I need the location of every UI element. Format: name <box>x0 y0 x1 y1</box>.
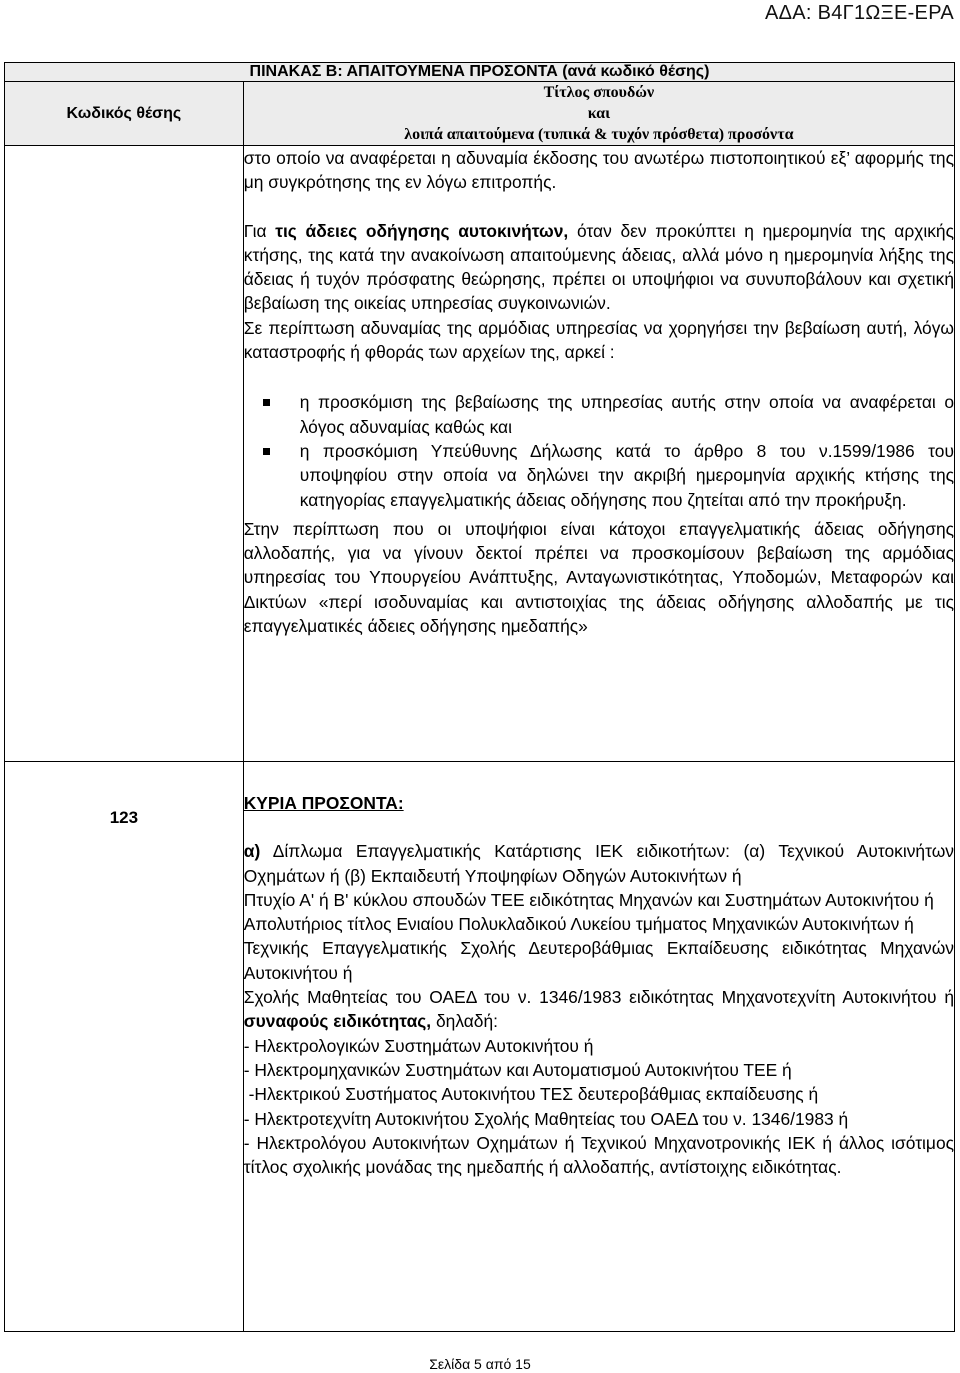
qualification-oaed <box>244 985 954 1034</box>
qualification-a <box>244 839 954 888</box>
qualification-tes: Τεχνικής Επαγγελματικής Σχολής Δευτεροβάθμιας Εκπαίδευσης ειδικότητας Μηχανών Αυτοκινήτου ή <box>243 938 954 983</box>
qualification-tee: Πτυχίο Α' ή Β' κύκλου σπουδών ΤΕΕ ειδικότητας Μηχανών και Συστημάτων Αυτοκινήτου ή <box>243 889 934 910</box>
paragraph-foreign-license: Στην περίπτωση που οι υποψήφιοι είναι κάτοχοι επαγγελματικής άδειας οδήγησης αλλοδαπής, για να γίνουν δεκτοί πρέπει να προσκομίσουν βεβαίωση της αρμόδιας υπηρεσίας του Υπουργείου Ανάπτυξης, Ανταγωνιστικότητας, Υποδομών, Μεταφορών και Δικτύων «περί ισοδυναμίας και αντιστοιχίας της άδειας οδήγησης αλλοδαπής με τις επαγγελματικές άδειες οδήγησης ημεδαπής» <box>243 518 954 637</box>
list-item-text: η προσκόμιση Υπεύθυνης Δήλωσης κατά το άρθρο 8 του ν.1599/1986 του υποψηφίου στην οποία να δηλώνει την ακριβή ημερομηνία αρχικής κτήσης της κατηγορίας επαγγελματικής άδειας οδήγησης που ζητείται από την προκήρυξη. <box>299 440 954 510</box>
qualification-a-label: α) <box>243 841 261 862</box>
text-run: Δίπλωμα Επαγγελματικής Κατάρτισης ΙΕΚ ειδικοτήτων: (α) Τεχνικού Αυτοκινήτων Οχημάτων ή (β) Εκπαιδευτή Υποψηφίων Οδηγών Αυτοκινήτων ή <box>243 841 954 886</box>
bold-text-run: τις άδειες οδήγησης αυτοκινήτων, <box>275 220 569 241</box>
column-header-qualifications <box>243 82 954 146</box>
column-header-code: Κωδικός θέσης <box>5 82 244 146</box>
column-header-line-1: Τίτλος σπουδών <box>543 84 655 101</box>
code-cell-empty <box>5 146 244 762</box>
paragraph-driving-licenses <box>244 219 954 316</box>
related-specialty-item: -Ηλεκτρικού Συστήματος Αυτοκινήτου ΤΕΣ δευτεροβάθμιας εκπαίδευσης ή <box>243 1084 819 1105</box>
main-qualifications-cell <box>243 762 954 1332</box>
table-title-row <box>5 63 955 82</box>
continued-qualifications-cell <box>243 146 954 762</box>
related-specialty-item: - Ηλεκτροτεχνίτη Αυτοκινήτου Σχολής Μαθητείας του ΟΑΕΔ του ν. 1346/1983 ή <box>243 1108 849 1129</box>
related-specialty-item: - Ηλεκτρομηχανικών Συστημάτων και Αυτοματισμού Αυτοκινήτου ΤΕΕ ή <box>243 1059 792 1080</box>
table-row-continued <box>5 146 955 762</box>
text-run: Για <box>243 220 276 241</box>
text-run: δηλαδή: <box>431 1011 498 1032</box>
text-run: όταν δεν προκύπτει η ημερομηνία της αρχικής κτήσης, της κατά την ανακοίνωση απαιτούμενης άδειας, αλλά μόνο η ημερομηνία λήξης της άδειας ή τυχόν πρόσφατης θεώρησης, πρέπει οι υποψήφιοι να συνυποβάλουν και σχετική βεβαίωση της οικείας υπηρεσίας συγκοινωνιών. <box>243 220 954 314</box>
related-specialty-item: - Ηλεκτρολογικών Συστημάτων Αυτοκινήτου ή <box>243 1035 594 1056</box>
list-item <box>300 390 954 439</box>
main-qualifications-heading: ΚΥΡΙΑ ΠΡΟΣΟΝΤΑ: <box>243 793 404 813</box>
list-item-text: η προσκόμιση της βεβαίωσης της υπηρεσίας αυτής στην οποία να αναφέρεται ο λόγος αδυναμίας καθώς και <box>299 392 954 437</box>
position-code: 123 <box>5 762 244 1332</box>
list-item <box>300 439 954 512</box>
page-number: Σελίδα 5 από 15 <box>429 1356 531 1372</box>
ada-identifier: ΑΔΑ: Β4Γ1ΩΞΕ-ΕΡΑ <box>764 2 954 24</box>
table-row-123 <box>5 762 955 1332</box>
paragraph-inability: Σε περίπτωση αδυναμίας της αρμόδιας υπηρεσίας να χορηγήσει την βεβαίωση αυτή, λόγω καταστροφής ή φθοράς των αρχείων της, αρκεί : <box>243 317 954 363</box>
related-specialty-item: - Ηλεκτρολόγου Αυτοκινήτων Οχημάτων ή Τεχνικού Μηχανοτρονικής ΙΕΚ ή άλλος ισότιμος τίτλος σχολικής μονάδας της ημεδαπής ή αλλοδαπής, αντίστοιχης ειδικότητας. <box>243 1132 954 1178</box>
paragraph-certificate: στο οποίο να αναφέρεται η αδυναμία έκδοσης του ανωτέρω πιστοποιητικού εξ’ αφορμής της μη συγκρότησης της εν λόγω επιτροπής. <box>243 148 954 193</box>
text-run: Σχολής Μαθητείας του ΟΑΕΔ του ν. 1346/1983 ειδικότητας Μηχανοτεχνίτη Αυτοκινήτου ή <box>243 987 954 1008</box>
bullet-list <box>244 390 954 511</box>
column-header-line-3: λοιπά απαιτούμενα (τυπικά & τυχόν πρόσθετα) προσόντα <box>404 126 794 143</box>
table-title: ΠΙΝΑΚΑΣ Β: ΑΠΑΙΤΟΥΜΕΝΑ ΠΡΟΣΟΝΤΑ (ανά κωδικό θέσης) <box>5 63 955 82</box>
square-bullet-icon <box>263 399 270 406</box>
column-header-line-2: και <box>587 105 611 122</box>
qualification-epl: Απολυτήριος τίτλος Ενιαίου Πολυκλαδικού Λυκείου τμήματος Μηχανικών Αυτοκινήτων ή <box>243 914 914 935</box>
requirements-table <box>4 62 955 1332</box>
bold-text-run: συναφούς ειδικότητας, <box>243 1011 432 1032</box>
square-bullet-icon <box>263 448 270 455</box>
table-column-header-row <box>5 82 955 146</box>
